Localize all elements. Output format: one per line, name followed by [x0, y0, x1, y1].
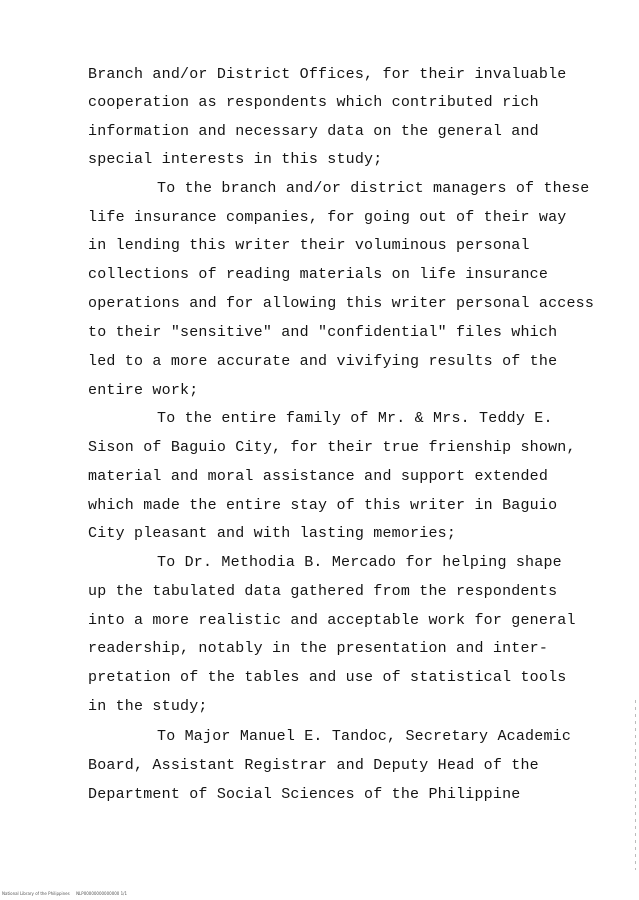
text-line: in lending this writer their voluminous personal [88, 237, 530, 254]
text-line: readership, notably in the presentation and inter- [88, 640, 549, 657]
text-line: Department of Social Sciences of the Philippine [88, 786, 521, 803]
scan-footer: National Library of the Philippines NLP00000000000000 1/1 [2, 891, 128, 896]
text-line: material and moral assistance and support extended [88, 468, 549, 485]
text-line: to their "sensitive" and "confidential" files which [88, 324, 558, 341]
paragraph-start-line: To the branch and/or district managers of these [157, 180, 590, 197]
text-line: special interests in this study; [88, 151, 383, 168]
paragraph-start-line: To the entire family of Mr. & Mrs. Teddy E. [157, 410, 553, 427]
text-line: information and necessary data on the general and [88, 123, 539, 140]
paragraph-start-line: To Dr. Methodia B. Mercado for helping shape [157, 554, 562, 571]
text-line: collections of reading materials on life insurance [88, 266, 549, 283]
text-line: Sison of Baguio City, for their true frienship shown, [88, 439, 576, 456]
text-line: which made the entire stay of this writer in Baguio [88, 497, 558, 514]
text-line: Branch and/or District Offices, for their invaluable [88, 66, 567, 83]
text-line: cooperation as respondents which contributed rich [88, 94, 539, 111]
text-line: up the tabulated data gathered from the respondents [88, 583, 558, 600]
text-line: led to a more accurate and vivifying results of the [88, 353, 558, 370]
text-line: life insurance companies, for going out of their way [88, 209, 567, 226]
scan-edge-mark [635, 700, 636, 870]
paragraph-start-line: To Major Manuel E. Tandoc, Secretary Academic [157, 728, 572, 745]
text-line: operations and for allowing this writer personal access [88, 295, 595, 312]
text-line: pretation of the tables and use of statistical tools [88, 669, 567, 686]
text-line: City pleasant and with lasting memories; [88, 525, 457, 542]
text-line: entire work; [88, 382, 199, 399]
text-line: into a more realistic and acceptable work for general [88, 612, 576, 629]
text-line: in the study; [88, 698, 208, 715]
text-line: Board, Assistant Registrar and Deputy Head of the [88, 757, 539, 774]
